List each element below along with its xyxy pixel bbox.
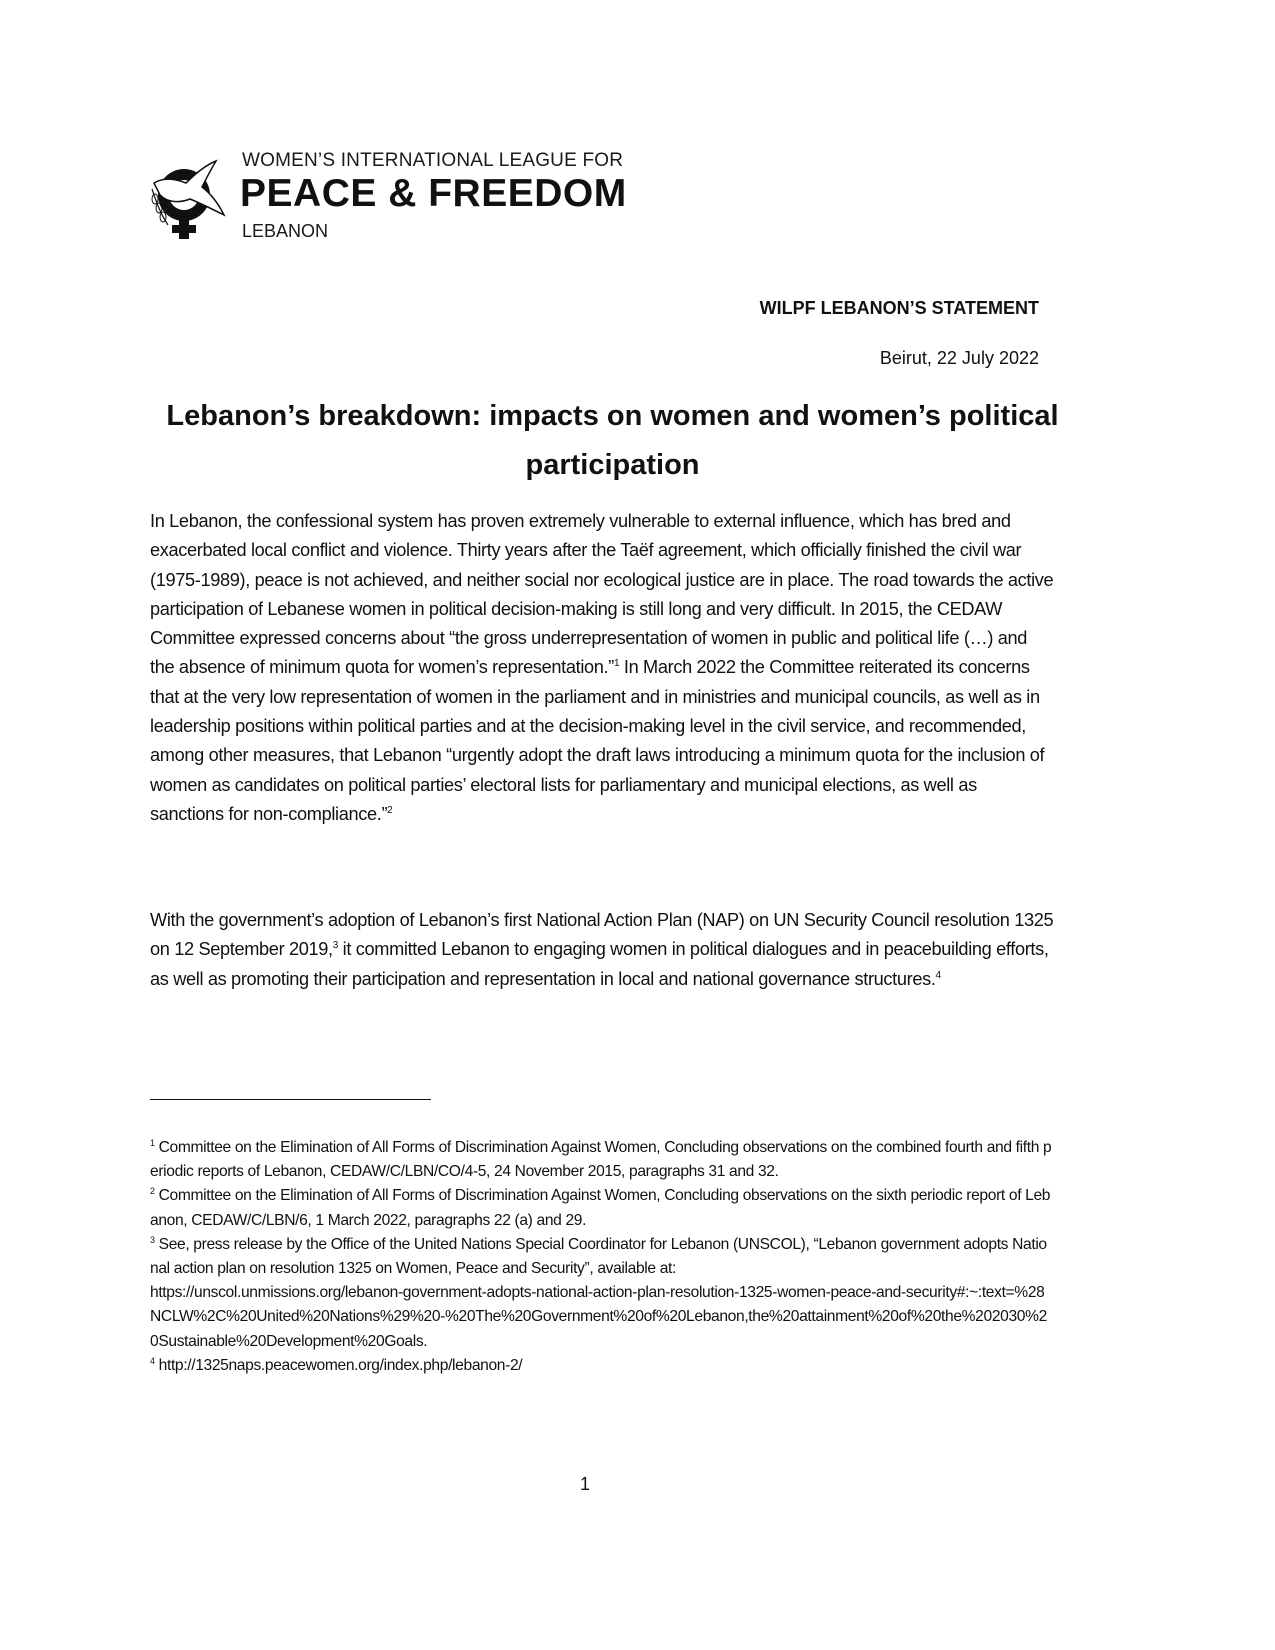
footnote-reference[interactable]: 4 xyxy=(935,969,941,981)
footnote xyxy=(150,1354,1055,1378)
footnote xyxy=(150,1136,1055,1184)
footnote-number: 3 xyxy=(150,1234,155,1245)
footnote-reference[interactable]: 1 xyxy=(613,658,620,670)
footnote-link[interactable]: http://1325naps.peacewomen.org/index.php/lebanon-2/ xyxy=(158,1356,523,1374)
paragraph-text: In March 2022 the Committee reiterated its concerns that at the very low representation of women in the parliament and in ministries and municipal councils, as well as in leadership positions within political parties and at the decision-making level in the civil service, and recommended, among other measures, that Lebanon “urgently adopt the draft laws introducing a minimum quota for the inclusion of women as candidates on political parties’ electoral lists for parliamentary and municipal elections, as well as sanctions for non-compliance.” xyxy=(150,657,1045,824)
footnote xyxy=(150,1184,1055,1232)
footnote-text: Committee on the Elimination of All Forms of Discrimination Against Women, Concluding observations on the combined fourth and fifth periodic reports of Lebanon, CEDAW/C/LBN/CO/4-5, 24 November 2015, paragraphs 31 and 32. xyxy=(150,1139,1052,1181)
footnote xyxy=(150,1233,1055,1354)
footnote-separator xyxy=(150,1099,431,1100)
document-title: Lebanon’s breakdown: impacts on women and women’s political participation xyxy=(166,400,1059,481)
logo-section-name: LEBANON xyxy=(242,221,329,241)
logo-org-name-line2: PEACE & FREEDOM xyxy=(240,172,627,215)
footnote-reference[interactable]: 3 xyxy=(332,940,338,952)
body-paragraph xyxy=(150,507,1055,829)
paragraph-text: it committed Lebanon to engaging women in political dialogues and in peacebuilding efforts, as well as promoting their participation and representation in local and national governance structures. xyxy=(150,939,1049,989)
footnote-number: 1 xyxy=(150,1137,155,1148)
footnote-number: 2 xyxy=(150,1186,155,1197)
footnote-link[interactable]: https://unscol.unmissions.org/lebanon-government-adopts-national-action-plan-resolution-1325-women-peace-and-security#:~:text=%28NCLW%2C%20United%20Nations%29%20-%20The%20Government%20of%20Lebanon,the%20attainment%20of%20the%202030%20Sustainable%20Development%20Goals. xyxy=(150,1284,1047,1350)
footnotes-section xyxy=(150,1136,1055,1378)
footnote-text: See, press release by the Office of the United Nations Special Coordinator for Lebanon (UNSCOL), “Lebanon government adopts National action plan on resolution 1325 on Women, Peace and Security”, available at: xyxy=(150,1235,1047,1278)
footnote-reference[interactable]: 2 xyxy=(387,804,393,816)
logo-org-name-line1: WOMEN’S INTERNATIONAL LEAGUE FOR xyxy=(242,150,624,171)
footnote-text: Committee on the Elimination of All Forms of Discrimination Against Women, Concluding observations on the sixth periodic report of Lebanon, CEDAW/C/LBN/6, 1 March 2022, paragraphs 22 (a) and 29. xyxy=(150,1187,1051,1229)
footnote-number: 4 xyxy=(150,1355,155,1366)
paragraph-text: In Lebanon, the confessional system has proven extremely vulnerable to external influence, which has bred and exacerbated local conflict and violence. Thirty years after the Taëf agreement, which officially finished the civil war (1975-1989), peace is not achieved, and neither social nor ecological justice are in place. The road towards the active participation of Lebanese women in political decision-making is still long and very difficult. In 2015, the CEDAW Committee expressed concerns about “the gross underrepresentation of women in public and political life (…) and the absence of minimum quota for women’s representation.” xyxy=(150,511,1054,678)
body-paragraph xyxy=(150,906,1055,994)
page-number: 1 xyxy=(579,1474,590,1494)
dove-venus-symbol-icon xyxy=(146,153,226,241)
dateline: Beirut, 22 July 2022 xyxy=(879,348,1039,368)
statement-label: WILPF LEBANON’S STATEMENT xyxy=(759,298,1039,318)
wilpf-logo xyxy=(146,145,646,245)
paragraph-text: With the government’s adoption of Lebanon’s first National Action Plan (NAP) on UN Security Council resolution 1325 on 12 September 2019, xyxy=(150,910,1054,960)
